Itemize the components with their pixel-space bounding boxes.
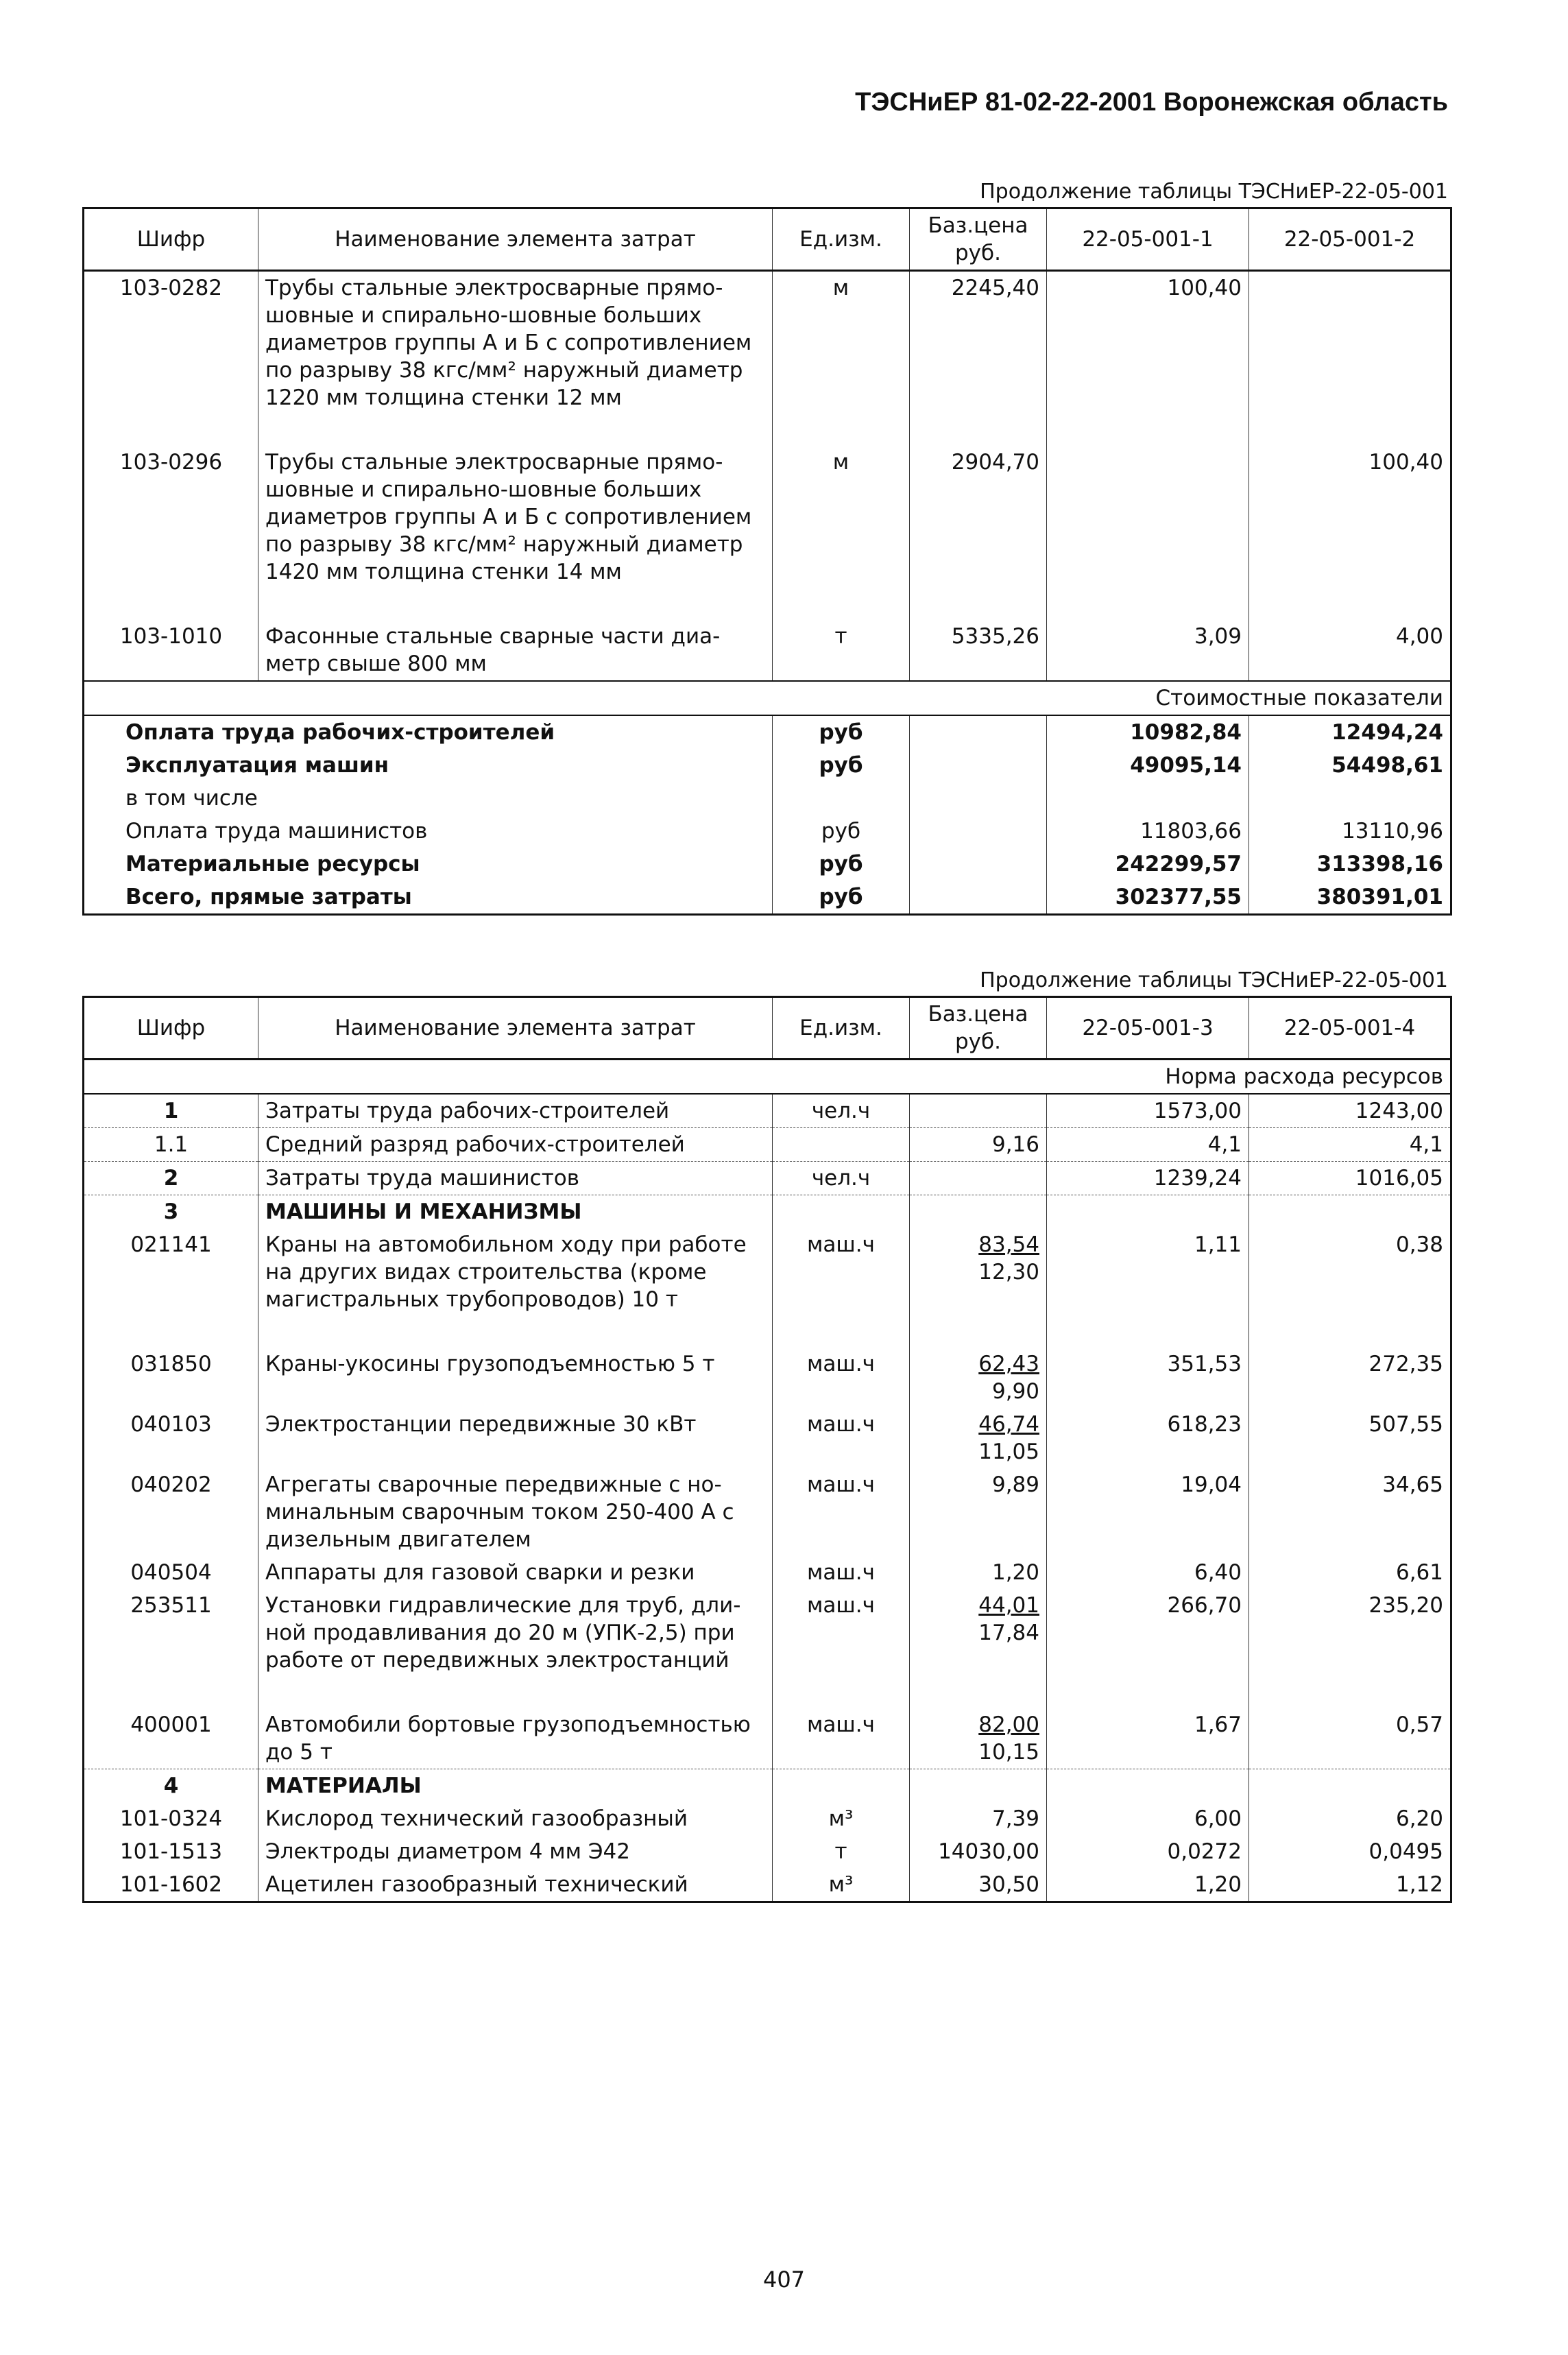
row-value-4: 507,55	[1249, 1408, 1451, 1468]
row-unit: чел.ч	[773, 1094, 910, 1128]
col-header-norm-3: 22-05-001-3	[1047, 997, 1249, 1060]
cost-value-2	[1249, 782, 1451, 815]
row-name: Установки гидравлические для труб, дли-ной продавливания до 20 м (УПК-2,5) при работе от передвижных электростанций	[258, 1589, 773, 1677]
row-value-2: 4,00	[1249, 620, 1451, 681]
cost-value-1: 242299,57	[1047, 848, 1249, 881]
row-value-4	[1249, 1769, 1451, 1803]
spacer-cell	[1047, 588, 1249, 620]
col-header-norm-2: 22-05-001-2	[1249, 208, 1451, 271]
machine-price: 30,50	[978, 1872, 1039, 1897]
row-price	[910, 1162, 1047, 1195]
spacer-cell	[84, 414, 258, 446]
spacer-cell	[1047, 414, 1249, 446]
row-value-3: 351,53	[1047, 1348, 1249, 1408]
row-value-4: 4,1	[1249, 1128, 1451, 1162]
machine-price: 62,43	[978, 1352, 1039, 1376]
row-value-4: 1016,05	[1249, 1162, 1451, 1195]
spacer-cell	[910, 414, 1047, 446]
machine-price: 14030,00	[938, 1839, 1039, 1864]
cost-value-1	[1047, 782, 1249, 815]
row-name: Электроды диаметром 4 мм Э42	[258, 1835, 773, 1868]
row-name: МАШИНЫ И МЕХАНИЗМЫ	[258, 1195, 773, 1229]
spacer-cell	[1047, 1316, 1249, 1348]
row-unit	[773, 1195, 910, 1229]
spacer-cell	[773, 588, 910, 620]
spacer-cell	[1249, 1316, 1451, 1348]
row-price	[910, 1835, 1047, 1868]
cost-price-empty	[910, 881, 1047, 915]
row-value-1: 100,40	[1047, 271, 1249, 415]
row-name: Краны на автомобильном ходу при работе на других видах строительства (кроме магистральных трубопроводов) 10 т	[258, 1228, 773, 1316]
machine-price: 1,20	[991, 1560, 1039, 1585]
table-row	[84, 1769, 1451, 1803]
spacer-cell	[1249, 1677, 1451, 1708]
row-unit: маш.ч	[773, 1589, 910, 1677]
row-name: Затраты труда рабочих-строителей	[258, 1094, 773, 1128]
cost-row	[84, 715, 1451, 749]
row-code: 103-1010	[84, 620, 258, 681]
row-code: 040504	[84, 1556, 258, 1589]
cost-price-empty	[910, 848, 1047, 881]
spacer-cell	[1249, 588, 1451, 620]
row-price	[910, 1556, 1047, 1589]
row-price	[910, 1348, 1047, 1408]
page-number: 407	[762, 2267, 806, 2293]
row-name: Затраты труда машинистов	[258, 1162, 773, 1195]
row-value-3: 1573,00	[1047, 1094, 1249, 1128]
row-name: Краны-укосины грузоподъемностью 5 т	[258, 1348, 773, 1408]
table-row	[84, 1708, 1451, 1769]
row-unit: м³	[773, 1802, 910, 1835]
row-code: 253511	[84, 1589, 258, 1677]
row-unit: маш.ч	[773, 1228, 910, 1316]
row-unit: чел.ч	[773, 1162, 910, 1195]
row-name: Электростанции передвижные 30 кВт	[258, 1408, 773, 1468]
cost-unit: руб	[773, 881, 910, 915]
row-value-3: 6,40	[1047, 1556, 1249, 1589]
row-name: Автомобили бортовые грузоподъемностью до 5 т	[258, 1708, 773, 1769]
row-name: МАТЕРИАЛЫ	[258, 1769, 773, 1803]
row-code: 101-1602	[84, 1868, 258, 1902]
row-price	[910, 1708, 1047, 1769]
row-unit: маш.ч	[773, 1708, 910, 1769]
table1-continuation-label: Продолжение таблицы ТЭСНиЕР-22-05-001	[980, 180, 1448, 204]
row-name: Аппараты для газовой сварки и резки	[258, 1556, 773, 1589]
table-row	[84, 1094, 1451, 1128]
cost-unit: руб	[773, 815, 910, 848]
spacer-cell	[258, 1316, 773, 1348]
machine-price: 9,89	[991, 1472, 1039, 1497]
cost-label: Оплата труда рабочих-строителей	[84, 715, 773, 749]
spacer-cell	[773, 414, 910, 446]
cost-value-2: 380391,01	[1249, 881, 1451, 915]
machine-price: 9,16	[991, 1132, 1039, 1157]
table-row	[84, 1195, 1451, 1229]
row-value-4: 1,12	[1249, 1868, 1451, 1902]
cost-label: Всего, прямые затраты	[84, 881, 773, 915]
cost-row	[84, 881, 1451, 915]
cost-label: Эксплуатация машин	[84, 749, 773, 782]
row-value-4: 0,38	[1249, 1228, 1451, 1316]
section-title: Стоимостные показатели	[84, 681, 1451, 715]
row-value-3: 266,70	[1047, 1589, 1249, 1677]
machine-price: 7,39	[991, 1806, 1039, 1831]
cost-row	[84, 782, 1451, 815]
row-value-3: 1239,24	[1047, 1162, 1249, 1195]
row-value-3: 0,0272	[1047, 1835, 1249, 1868]
row-code: 4	[84, 1769, 258, 1803]
row-value-4	[1249, 1195, 1451, 1229]
cost-row	[84, 815, 1451, 848]
spacer-cell	[84, 1316, 258, 1348]
document-title: ТЭСНиЕР 81-02-22-2001 Воронежская область	[855, 88, 1448, 117]
row-unit: маш.ч	[773, 1556, 910, 1589]
cost-value-2: 12494,24	[1249, 715, 1451, 749]
cost-table-1	[82, 207, 1452, 916]
row-value-4: 272,35	[1249, 1348, 1451, 1408]
col-header-norm-4: 22-05-001-4	[1249, 997, 1451, 1060]
table2-continuation-label: Продолжение таблицы ТЭСНиЕР-22-05-001	[980, 968, 1448, 992]
row-price	[910, 1769, 1047, 1803]
row-value-3: 1,67	[1047, 1708, 1249, 1769]
row-code: 103-0282	[84, 271, 258, 415]
machine-price: 46,74	[978, 1412, 1039, 1437]
table-row	[84, 446, 1451, 588]
row-value-4: 235,20	[1249, 1589, 1451, 1677]
row-code: 101-0324	[84, 1802, 258, 1835]
row-unit: маш.ч	[773, 1408, 910, 1468]
table-row	[84, 1868, 1451, 1902]
row-name: Средний разряд рабочих-строителей	[258, 1128, 773, 1162]
cost-label: Оплата труда машинистов	[84, 815, 773, 848]
table-row	[84, 620, 1451, 681]
spacer-cell	[773, 1316, 910, 1348]
spacer-cell	[910, 588, 1047, 620]
row-value-3: 1,20	[1047, 1868, 1249, 1902]
cost-price-empty	[910, 782, 1047, 815]
row-code: 1	[84, 1094, 258, 1128]
row-value-4: 34,65	[1249, 1468, 1451, 1556]
table-row	[84, 1348, 1451, 1408]
cost-value-1: 49095,14	[1047, 749, 1249, 782]
row-price	[910, 1408, 1047, 1468]
row-value-3: 1,11	[1047, 1228, 1249, 1316]
row-price: 2904,70	[910, 446, 1047, 588]
col-header-price: Баз.цена руб.	[910, 997, 1047, 1060]
row-unit: м	[773, 446, 910, 588]
cost-unit: руб	[773, 848, 910, 881]
cost-unit	[773, 782, 910, 815]
row-price	[910, 1094, 1047, 1128]
cost-value-1: 11803,66	[1047, 815, 1249, 848]
table-row	[84, 1162, 1451, 1195]
col-header-price: Баз.цена руб.	[910, 208, 1047, 271]
col-header-unit: Ед.изм.	[773, 208, 910, 271]
row-price	[910, 1868, 1047, 1902]
row-name: Кислород технический газообразный	[258, 1802, 773, 1835]
operator-wage: 10,15	[978, 1740, 1039, 1765]
spacer-cell	[258, 414, 773, 446]
row-value-3: 618,23	[1047, 1408, 1249, 1468]
row-value-3: 19,04	[1047, 1468, 1249, 1556]
row-name: Трубы стальные электросварные прямо-шовные и спирально-шовные больших диаметров группы А и Б с сопротивлением по разрыву 38 кгс/мм² наружный диаметр 1420 мм толщина стенки 14 мм	[258, 446, 773, 588]
row-price	[910, 1195, 1047, 1229]
spacer-cell	[910, 1677, 1047, 1708]
row-unit: маш.ч	[773, 1348, 910, 1408]
cost-label: в том числе	[84, 782, 773, 815]
operator-wage: 17,84	[978, 1621, 1039, 1645]
table-row	[84, 271, 1451, 415]
spacer-cell	[258, 588, 773, 620]
row-unit: м³	[773, 1868, 910, 1902]
col-header-name: Наименование элемента затрат	[258, 997, 773, 1060]
operator-wage: 9,90	[991, 1379, 1039, 1404]
cost-price-empty	[910, 715, 1047, 749]
row-value-3: 6,00	[1047, 1802, 1249, 1835]
cost-unit: руб	[773, 715, 910, 749]
row-value-3	[1047, 1769, 1249, 1803]
row-unit	[773, 1128, 910, 1162]
spacer-cell	[773, 1677, 910, 1708]
cost-unit: руб	[773, 749, 910, 782]
row-code: 031850	[84, 1348, 258, 1408]
table-row	[84, 1228, 1451, 1316]
row-code: 021141	[84, 1228, 258, 1316]
row-value-4: 0,0495	[1249, 1835, 1451, 1868]
table-row	[84, 1589, 1451, 1677]
cost-row	[84, 749, 1451, 782]
col-header-name: Наименование элемента затрат	[258, 208, 773, 271]
spacer-cell	[84, 1677, 258, 1708]
row-value-2: 100,40	[1249, 446, 1451, 588]
operator-wage: 11,05	[978, 1439, 1039, 1464]
cost-value-1: 302377,55	[1047, 881, 1249, 915]
row-price	[910, 1468, 1047, 1556]
row-name: Ацетилен газообразный технический	[258, 1868, 773, 1902]
row-value-1	[1047, 446, 1249, 588]
row-code: 3	[84, 1195, 258, 1229]
spacer-cell	[1047, 1677, 1249, 1708]
machine-price: 83,54	[978, 1232, 1039, 1257]
row-value-2	[1249, 271, 1451, 415]
row-price	[910, 1128, 1047, 1162]
row-code: 2	[84, 1162, 258, 1195]
row-price: 5335,26	[910, 620, 1047, 681]
cost-row	[84, 848, 1451, 881]
row-code: 101-1513	[84, 1835, 258, 1868]
col-header-code: Шифр	[84, 208, 258, 271]
table-row	[84, 1802, 1451, 1835]
machine-price: 82,00	[978, 1712, 1039, 1737]
row-value-4: 6,20	[1249, 1802, 1451, 1835]
row-price	[910, 1589, 1047, 1677]
machine-price: 44,01	[978, 1593, 1039, 1618]
row-price	[910, 1228, 1047, 1316]
spacer-cell	[258, 1677, 773, 1708]
row-value-3: 4,1	[1047, 1128, 1249, 1162]
row-unit	[773, 1769, 910, 1803]
row-unit: т	[773, 620, 910, 681]
cost-value-1: 10982,84	[1047, 715, 1249, 749]
row-name: Трубы стальные электросварные прямо-шовные и спирально-шовные больших диаметров группы А и Б с сопротивлением по разрыву 38 кгс/мм² наружный диаметр 1220 мм толщина стенки 12 мм	[258, 271, 773, 415]
row-code: 103-0296	[84, 446, 258, 588]
section-title: Норма расхода ресурсов	[84, 1060, 1451, 1095]
row-price	[910, 1802, 1047, 1835]
row-value-4: 0,57	[1249, 1708, 1451, 1769]
cost-price-empty	[910, 749, 1047, 782]
table-row	[84, 1468, 1451, 1556]
row-code: 040103	[84, 1408, 258, 1468]
row-value-4: 6,61	[1249, 1556, 1451, 1589]
row-code: 400001	[84, 1708, 258, 1769]
row-code: 040202	[84, 1468, 258, 1556]
col-header-unit: Ед.изм.	[773, 997, 910, 1060]
cost-value-2: 54498,61	[1249, 749, 1451, 782]
table-row	[84, 1408, 1451, 1468]
row-code: 1.1	[84, 1128, 258, 1162]
cost-price-empty	[910, 815, 1047, 848]
col-header-norm-1: 22-05-001-1	[1047, 208, 1249, 271]
row-unit: т	[773, 1835, 910, 1868]
row-name: Агрегаты сварочные передвижные с но-минальным сварочным током 250-400 А с дизельным двигателем	[258, 1468, 773, 1556]
table-row	[84, 1128, 1451, 1162]
row-unit: м	[773, 271, 910, 415]
cost-label: Материальные ресурсы	[84, 848, 773, 881]
col-header-code: Шифр	[84, 997, 258, 1060]
spacer-cell	[84, 588, 258, 620]
spacer-cell	[910, 1316, 1047, 1348]
resource-table-2	[82, 996, 1452, 1903]
table-row	[84, 1556, 1451, 1589]
table-row	[84, 1835, 1451, 1868]
cost-value-2: 313398,16	[1249, 848, 1451, 881]
row-value-3	[1047, 1195, 1249, 1229]
row-name: Фасонные стальные сварные части диа-метр свыше 800 мм	[258, 620, 773, 681]
row-unit: маш.ч	[773, 1468, 910, 1556]
spacer-cell	[1249, 414, 1451, 446]
row-value-1: 3,09	[1047, 620, 1249, 681]
cost-value-2: 13110,96	[1249, 815, 1451, 848]
operator-wage: 12,30	[978, 1260, 1039, 1284]
row-price: 2245,40	[910, 271, 1047, 415]
row-value-4: 1243,00	[1249, 1094, 1451, 1128]
